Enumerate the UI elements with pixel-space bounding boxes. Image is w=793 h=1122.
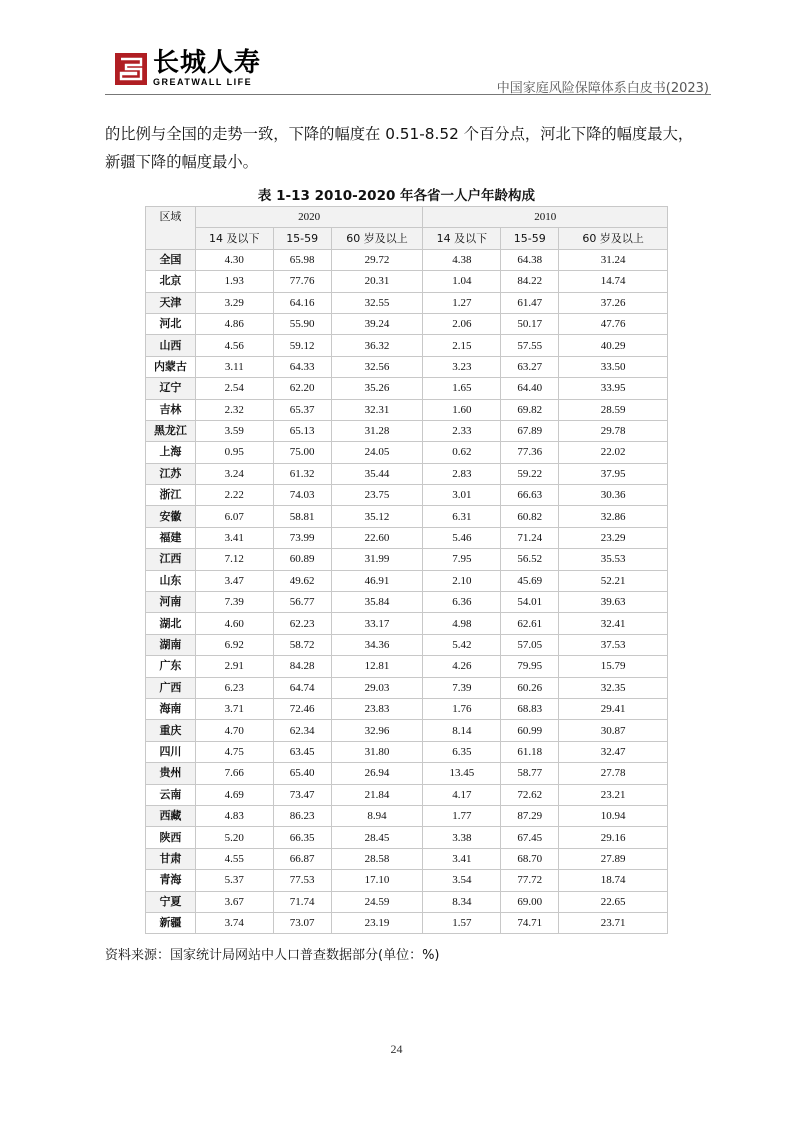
value-cell: 2.83 [423,463,501,484]
value-cell: 65.98 [273,249,331,270]
subheader-cell: 14 及以下 [423,228,501,249]
value-cell: 14.74 [559,271,668,292]
value-cell: 32.96 [331,720,423,741]
value-cell: 21.84 [331,784,423,805]
value-cell: 45.69 [501,570,559,591]
value-cell: 5.46 [423,527,501,548]
value-cell: 60.26 [501,677,559,698]
value-cell: 13.45 [423,763,501,784]
value-cell: 7.39 [195,592,273,613]
value-cell: 77.76 [273,271,331,292]
table-body [146,249,668,934]
region-name-cell: 黑龙江 [146,420,196,441]
value-cell: 40.29 [559,335,668,356]
year-header-2020: 2020 [195,207,423,228]
table-row [146,848,668,869]
data-source-note: 资料来源：国家统计局网站中人口普查数据部分(单位：%) [105,948,440,963]
value-cell: 32.86 [559,506,668,527]
table-row [146,249,668,270]
value-cell: 71.74 [273,891,331,912]
value-cell: 52.21 [559,570,668,591]
value-cell: 35.12 [331,506,423,527]
value-cell: 3.23 [423,356,501,377]
header-divider [105,94,711,95]
table-row [146,912,668,933]
table-row [146,463,668,484]
value-cell: 23.21 [559,784,668,805]
value-cell: 28.59 [559,399,668,420]
table-row [146,613,668,634]
value-cell: 17.10 [331,870,423,891]
value-cell: 5.20 [195,827,273,848]
region-name-cell: 安徽 [146,506,196,527]
region-name-cell: 浙江 [146,485,196,506]
value-cell: 29.72 [331,249,423,270]
value-cell: 23.71 [559,912,668,933]
year-header-2010: 2010 [423,207,668,228]
value-cell: 73.47 [273,784,331,805]
value-cell: 66.35 [273,827,331,848]
table-row [146,763,668,784]
value-cell: 1.93 [195,271,273,292]
value-cell: 6.07 [195,506,273,527]
table-row [146,313,668,334]
region-name-cell: 甘肃 [146,848,196,869]
value-cell: 33.95 [559,378,668,399]
value-cell: 3.01 [423,485,501,506]
value-cell: 84.28 [273,656,331,677]
value-cell: 32.41 [559,613,668,634]
value-cell: 77.36 [501,442,559,463]
value-cell: 29.03 [331,677,423,698]
body-paragraph [105,120,705,176]
value-cell: 35.26 [331,378,423,399]
table-caption: 表 1-13 2010-2020 年各省一人户年龄构成 [257,188,536,204]
table-row [146,677,668,698]
value-cell: 3.38 [423,827,501,848]
value-cell: 3.71 [195,698,273,719]
table-row [146,271,668,292]
value-cell: 57.55 [501,335,559,356]
value-cell: 8.14 [423,720,501,741]
value-cell: 6.23 [195,677,273,698]
value-cell: 72.62 [501,784,559,805]
value-cell: 37.53 [559,634,668,655]
region-name-cell: 河北 [146,313,196,334]
value-cell: 71.24 [501,527,559,548]
value-cell: 74.03 [273,485,331,506]
value-cell: 10.94 [559,805,668,826]
value-cell: 69.00 [501,891,559,912]
value-cell: 24.05 [331,442,423,463]
value-cell: 63.45 [273,741,331,762]
value-cell: 2.22 [195,485,273,506]
value-cell: 23.29 [559,527,668,548]
region-name-cell: 福建 [146,527,196,548]
value-cell: 15.79 [559,656,668,677]
value-cell: 31.24 [559,249,668,270]
value-cell: 28.45 [331,827,423,848]
value-cell: 8.94 [331,805,423,826]
value-cell: 69.82 [501,399,559,420]
value-cell: 54.01 [501,592,559,613]
value-cell: 62.23 [273,613,331,634]
table-row [146,592,668,613]
value-cell: 1.04 [423,271,501,292]
value-cell: 4.70 [195,720,273,741]
value-cell: 60.89 [273,549,331,570]
value-cell: 61.18 [501,741,559,762]
value-cell: 27.78 [559,763,668,784]
value-cell: 66.87 [273,848,331,869]
value-cell: 6.92 [195,634,273,655]
value-cell: 32.47 [559,741,668,762]
subheader-cell: 15-59 [501,228,559,249]
table-row [146,656,668,677]
value-cell: 3.24 [195,463,273,484]
value-cell: 60.82 [501,506,559,527]
value-cell: 58.72 [273,634,331,655]
paragraph-line: 的比例与全国的走势一致，下降的幅度在 0.51-8.52 个百分点，河北下降的幅度最大， [105,125,694,143]
region-name-cell: 北京 [146,271,196,292]
table-row [146,570,668,591]
value-cell: 0.95 [195,442,273,463]
value-cell: 65.40 [273,763,331,784]
value-cell: 6.35 [423,741,501,762]
value-cell: 35.53 [559,549,668,570]
table-row [146,784,668,805]
region-name-cell: 天津 [146,292,196,313]
table-row [146,827,668,848]
value-cell: 22.02 [559,442,668,463]
value-cell: 18.74 [559,870,668,891]
value-cell: 77.53 [273,870,331,891]
value-cell: 62.61 [501,613,559,634]
value-cell: 39.63 [559,592,668,613]
value-cell: 1.77 [423,805,501,826]
table-row [146,292,668,313]
value-cell: 39.24 [331,313,423,334]
value-cell: 59.12 [273,335,331,356]
value-cell: 59.22 [501,463,559,484]
value-cell: 73.07 [273,912,331,933]
subheader-cell: 14 及以下 [195,228,273,249]
table-row [146,741,668,762]
table-row [146,335,668,356]
value-cell: 61.47 [501,292,559,313]
region-name-cell: 宁夏 [146,891,196,912]
logo-chinese-name: 长城人寿 [153,48,262,78]
value-cell: 4.17 [423,784,501,805]
value-cell: 3.47 [195,570,273,591]
value-cell: 75.00 [273,442,331,463]
value-cell: 35.44 [331,463,423,484]
value-cell: 20.31 [331,271,423,292]
value-cell: 68.70 [501,848,559,869]
value-cell: 49.62 [273,570,331,591]
value-cell: 29.41 [559,698,668,719]
value-cell: 65.37 [273,399,331,420]
value-cell: 56.77 [273,592,331,613]
value-cell: 3.59 [195,420,273,441]
table-row [146,442,668,463]
value-cell: 28.58 [331,848,423,869]
value-cell: 47.76 [559,313,668,334]
paragraph-line: 新疆下降的幅度最小。 [105,153,258,171]
value-cell: 34.36 [331,634,423,655]
region-name-cell: 青海 [146,870,196,891]
region-name-cell: 四川 [146,741,196,762]
value-cell: 4.86 [195,313,273,334]
value-cell: 30.87 [559,720,668,741]
value-cell: 61.32 [273,463,331,484]
value-cell: 31.80 [331,741,423,762]
value-cell: 1.65 [423,378,501,399]
value-cell: 4.83 [195,805,273,826]
value-cell: 32.56 [331,356,423,377]
value-cell: 64.74 [273,677,331,698]
value-cell: 4.38 [423,249,501,270]
value-cell: 31.99 [331,549,423,570]
page-number: 24 [390,1042,403,1056]
value-cell: 22.60 [331,527,423,548]
value-cell: 4.55 [195,848,273,869]
value-cell: 1.60 [423,399,501,420]
value-cell: 3.29 [195,292,273,313]
value-cell: 26.94 [331,763,423,784]
value-cell: 4.30 [195,249,273,270]
value-cell: 7.39 [423,677,501,698]
value-cell: 57.05 [501,634,559,655]
value-cell: 33.17 [331,613,423,634]
table-row [146,634,668,655]
value-cell: 7.95 [423,549,501,570]
subheader-cell: 60 岁及以上 [559,228,668,249]
value-cell: 2.06 [423,313,501,334]
value-cell: 3.54 [423,870,501,891]
value-cell: 64.38 [501,249,559,270]
table-row [146,805,668,826]
value-cell: 30.36 [559,485,668,506]
table-row [146,720,668,741]
company-logo [115,50,261,87]
value-cell: 3.67 [195,891,273,912]
value-cell: 29.78 [559,420,668,441]
value-cell: 0.62 [423,442,501,463]
value-cell: 4.56 [195,335,273,356]
value-cell: 64.16 [273,292,331,313]
value-cell: 2.10 [423,570,501,591]
value-cell: 3.41 [423,848,501,869]
region-name-cell: 云南 [146,784,196,805]
value-cell: 1.57 [423,912,501,933]
value-cell: 32.55 [331,292,423,313]
table-row [146,870,668,891]
table-row [146,485,668,506]
region-name-cell: 江苏 [146,463,196,484]
page-header [105,50,711,96]
region-name-cell: 山西 [146,335,196,356]
value-cell: 1.76 [423,698,501,719]
value-cell: 84.22 [501,271,559,292]
region-name-cell: 新疆 [146,912,196,933]
value-cell: 62.20 [273,378,331,399]
region-name-cell: 贵州 [146,763,196,784]
value-cell: 58.77 [501,763,559,784]
value-cell: 62.34 [273,720,331,741]
value-cell: 86.23 [273,805,331,826]
value-cell: 74.71 [501,912,559,933]
logo-english-name: GREATWALL LIFE [153,77,253,87]
value-cell: 6.36 [423,592,501,613]
value-cell: 4.98 [423,613,501,634]
value-cell: 58.81 [273,506,331,527]
value-cell: 33.50 [559,356,668,377]
value-cell: 50.17 [501,313,559,334]
value-cell: 68.83 [501,698,559,719]
subheader-cell: 60 岁及以上 [331,228,423,249]
value-cell: 2.15 [423,335,501,356]
value-cell: 63.27 [501,356,559,377]
value-cell: 55.90 [273,313,331,334]
region-name-cell: 海南 [146,698,196,719]
region-name-cell: 上海 [146,442,196,463]
value-cell: 2.32 [195,399,273,420]
value-cell: 5.42 [423,634,501,655]
value-cell: 4.26 [423,656,501,677]
table-row [146,420,668,441]
region-name-cell: 河南 [146,592,196,613]
region-name-cell: 广西 [146,677,196,698]
region-name-cell: 全国 [146,249,196,270]
region-name-cell: 广东 [146,656,196,677]
value-cell: 31.28 [331,420,423,441]
value-cell: 56.52 [501,549,559,570]
region-name-cell: 山东 [146,570,196,591]
region-name-cell: 湖南 [146,634,196,655]
region-name-cell: 江西 [146,549,196,570]
value-cell: 12.81 [331,656,423,677]
table-row [146,527,668,548]
table-row [146,549,668,570]
age-structure-table [145,206,668,934]
value-cell: 24.59 [331,891,423,912]
value-cell: 3.74 [195,912,273,933]
value-cell: 4.60 [195,613,273,634]
region-name-cell: 吉林 [146,399,196,420]
value-cell: 4.69 [195,784,273,805]
value-cell: 77.72 [501,870,559,891]
value-cell: 22.65 [559,891,668,912]
region-name-cell: 陕西 [146,827,196,848]
value-cell: 65.13 [273,420,331,441]
value-cell: 2.91 [195,656,273,677]
greatwall-logo-icon [115,53,147,85]
region-name-cell: 内蒙古 [146,356,196,377]
value-cell: 7.12 [195,549,273,570]
region-name-cell: 重庆 [146,720,196,741]
value-cell: 64.33 [273,356,331,377]
region-name-cell: 湖北 [146,613,196,634]
value-cell: 46.91 [331,570,423,591]
value-cell: 79.95 [501,656,559,677]
value-cell: 29.16 [559,827,668,848]
value-cell: 72.46 [273,698,331,719]
value-cell: 5.37 [195,870,273,891]
value-cell: 7.66 [195,763,273,784]
value-cell: 6.31 [423,506,501,527]
table-row [146,698,668,719]
region-name-cell: 西藏 [146,805,196,826]
value-cell: 32.35 [559,677,668,698]
value-cell: 37.95 [559,463,668,484]
value-cell: 1.27 [423,292,501,313]
value-cell: 8.34 [423,891,501,912]
value-cell: 73.99 [273,527,331,548]
value-cell: 23.19 [331,912,423,933]
value-cell: 23.75 [331,485,423,506]
value-cell: 36.32 [331,335,423,356]
value-cell: 3.11 [195,356,273,377]
value-cell: 67.89 [501,420,559,441]
value-cell: 37.26 [559,292,668,313]
value-cell: 23.83 [331,698,423,719]
table-row [146,891,668,912]
subheader-cell: 15-59 [273,228,331,249]
table-row [146,356,668,377]
value-cell: 2.33 [423,420,501,441]
table-row [146,399,668,420]
region-name-cell: 辽宁 [146,378,196,399]
value-cell: 67.45 [501,827,559,848]
table-row [146,506,668,527]
value-cell: 60.99 [501,720,559,741]
value-cell: 32.31 [331,399,423,420]
value-cell: 87.29 [501,805,559,826]
table-row [146,378,668,399]
value-cell: 27.89 [559,848,668,869]
value-cell: 2.54 [195,378,273,399]
value-cell: 3.41 [195,527,273,548]
value-cell: 4.75 [195,741,273,762]
value-cell: 66.63 [501,485,559,506]
value-cell: 64.40 [501,378,559,399]
region-column-header: 区域 [146,207,196,250]
document-title: 中国家庭风险保障体系白皮书(2023) [496,81,709,96]
value-cell: 35.84 [331,592,423,613]
